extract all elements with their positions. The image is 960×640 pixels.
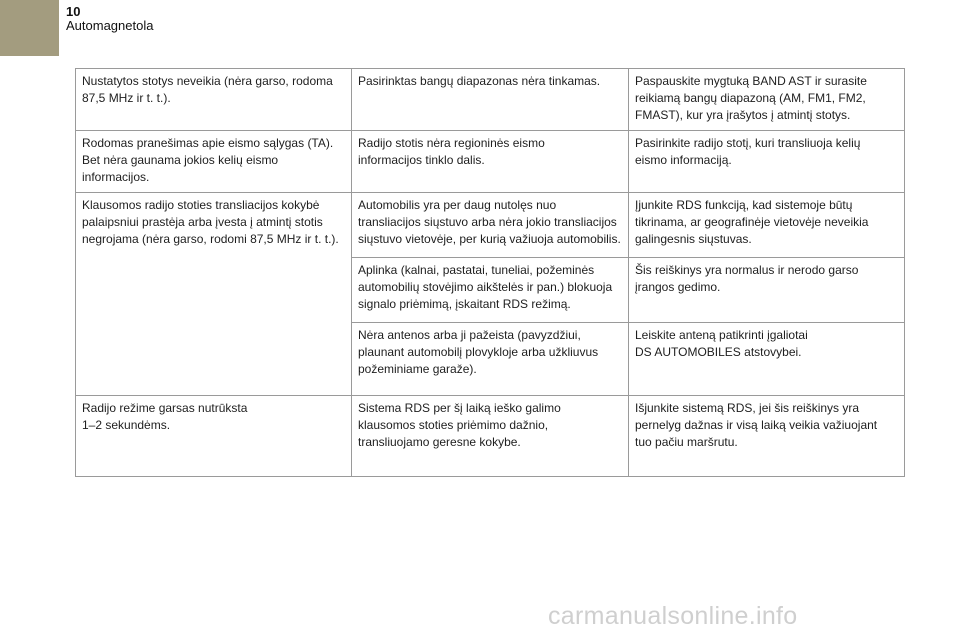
symptom-cell <box>76 396 352 477</box>
solution-text: Įjunkite RDS funkciją, kad sistemoje būtų tikrinama, ar geografinėje vietovėje neveikia galingesnis siųstuvas. <box>635 198 869 246</box>
table-row <box>76 69 905 131</box>
solution-cell <box>629 69 905 131</box>
solution-cell <box>629 396 905 477</box>
symptom-cell <box>76 131 352 193</box>
watermark: carmanualsonline.info <box>548 602 798 630</box>
table-row <box>76 396 905 477</box>
cause-text: Radijo stotis nėra regioninės eismo informacijos tinklo dalis. <box>358 136 545 167</box>
table-row <box>76 131 905 193</box>
cause-text: Aplinka (kalnai, pastatai, tuneliai, požeminės automobilių stovėjimo aikštelės ir pan.) blokuoja signalo priėmimą, įskaitant RDS režimą. <box>358 263 613 311</box>
cause-text: Sistema RDS per šį laiką ieško galimo klausomos stoties priėmimo dažnio, transliuojamo geresne kokybe. <box>358 401 561 449</box>
cause-cell <box>352 323 629 396</box>
solution-cell <box>629 258 905 323</box>
solution-cell <box>629 193 905 258</box>
troubleshooting-table <box>75 68 905 477</box>
solution-text: Išjunkite sistemą RDS, jei šis reiškinys yra pernelyg dažnas ir visą laiką veikia važiuojant tuo pačiu maršrutu. <box>635 401 878 449</box>
symptom-text: Klausomos radijo stoties transliacijos kokybė palaipsniui prastėja arba įvesta į atmintį stotis negrojama (nėra garso, rodomi 87,5 MHz ir t. t.). <box>82 198 339 246</box>
cause-text: Automobilis yra per daug nutolęs nuo transliacijos siųstuvo arba nėra jokio transliacijos siųstuvo vietovėje, per kurią važiuoja automobilis. <box>358 198 621 246</box>
page-number: 10 <box>66 4 81 19</box>
symptom-text: Radijo režime garsas nutrūksta 1–2 sekundėms. <box>82 401 248 432</box>
chapter-tab <box>0 0 59 56</box>
solution-text: Pasirinkite radijo stotį, kuri transliuoja kelių eismo informaciją. <box>635 136 861 167</box>
cause-cell <box>352 193 629 258</box>
cause-text: Pasirinktas bangų diapazonas nėra tinkamas. <box>358 74 601 88</box>
cause-cell <box>352 396 629 477</box>
cause-cell <box>352 258 629 323</box>
solution-text: Šis reiškinys yra normalus ir nerodo garso įrangos gedimo. <box>635 263 859 294</box>
solution-cell <box>629 323 905 396</box>
symptom-cell <box>76 69 352 131</box>
symptom-text: Nustatytos stotys neveikia (nėra garso, rodoma 87,5 MHz ir t. t.). <box>82 74 333 105</box>
solution-text: Leiskite anteną patikrinti įgaliotai DS AUTOMOBILES atstovybei. <box>635 328 808 359</box>
table-row <box>76 193 905 258</box>
solution-cell <box>629 131 905 193</box>
symptom-text: Rodomas pranešimas apie eismo sąlygas (TA). Bet nėra gaunama jokios kelių eismo informacijos. <box>82 136 334 184</box>
symptom-cell <box>76 193 352 396</box>
cause-text: Nėra antenos arba ji pažeista (pavyzdžiui, plaunant automobilį plovykloje arba užkliuvus požeminiame garaže). <box>358 328 599 376</box>
cause-cell <box>352 69 629 131</box>
cause-cell <box>352 131 629 193</box>
solution-text: Paspauskite mygtuką BAND AST ir surasite reikiamą bangų diapazoną (AM, FM1, FM2, FMAST), kur yra įrašytos į atmintį stotys. <box>635 74 867 122</box>
section-title: Automagnetola <box>66 18 154 33</box>
